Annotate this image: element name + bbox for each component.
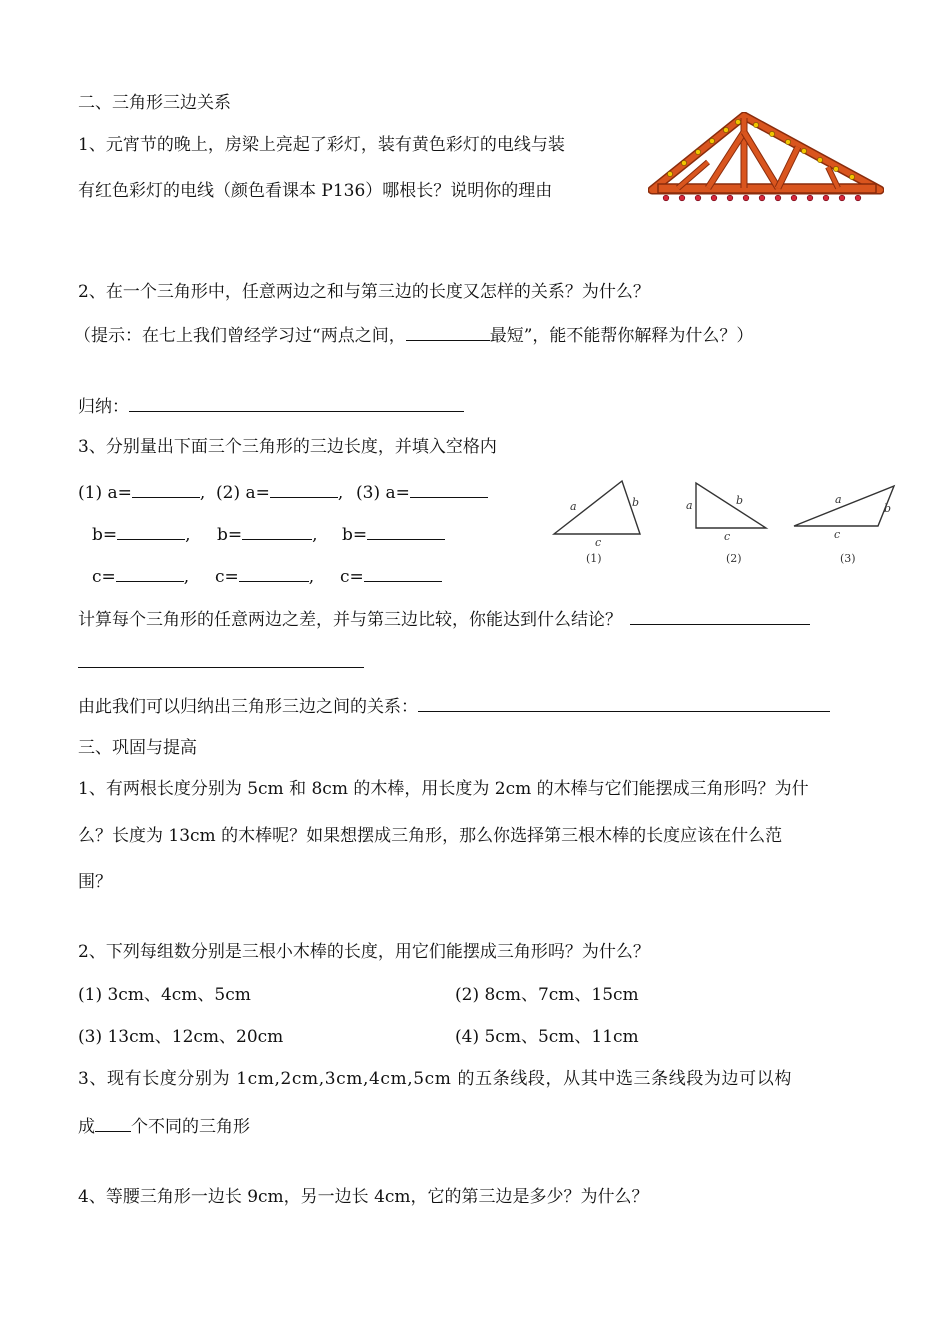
fill-r2c1-comma: , — [185, 525, 191, 545]
fill-r3c2-blank[interactable] — [239, 564, 309, 582]
section-heading-3: 三、巩固与提高 — [78, 738, 197, 758]
fill-r3c2-comma: , — [308, 567, 315, 587]
fill-r1c3 — [356, 480, 488, 504]
fill-r1c3-label: (3) a= — [356, 483, 410, 503]
diff-answer-blank-2[interactable] — [78, 650, 364, 668]
roof-truss-illustration — [648, 112, 884, 204]
fill-r2c2-comma: , — [312, 525, 318, 545]
induction-line — [78, 394, 464, 418]
fill-r3c1-label: c= — [92, 567, 116, 587]
tri3-label-b: b — [884, 502, 892, 515]
p2-option-3: (3) 13cm、12cm、20cm — [78, 1027, 284, 1047]
p3-line2-start: 成 — [78, 1117, 95, 1137]
fill-r3c3-blank[interactable] — [364, 564, 442, 582]
p2-option-2: (2) 8cm、7cm、15cm — [455, 985, 639, 1005]
section-heading-2: 二、三角形三边关系 — [78, 93, 231, 113]
tri2-caption: (2) — [726, 552, 742, 565]
fill-r1c2-blank[interactable] — [270, 480, 338, 498]
q2-line1: 2、在一个三角形中，任意两边之和与第三边的长度又怎样的关系？为什么？ — [78, 282, 650, 302]
triangle-1 — [554, 481, 640, 534]
triangle-3 — [794, 486, 894, 526]
q2-hint-blank[interactable] — [406, 323, 490, 341]
fill-r2c2 — [217, 522, 318, 546]
fill-r2c3-label: b= — [342, 525, 368, 545]
p1-line2: 么？长度为 13cm 的木棒呢？如果想摆成三角形，那么你选择第三根木棒的长度应该在什么范 — [78, 826, 783, 846]
fill-r1c1-label: (1) a= — [78, 483, 132, 503]
p3-line1: 3、现有长度分别为 1cm,2cm,3cm,4cm,5cm 的五条线段，从其中选三条线段为边可以构 — [78, 1069, 792, 1089]
diff-question: 计算每个三角形的任意两边之差，并与第三边比较，你能达到什么结论？ — [78, 610, 622, 630]
fill-r3c2-label: c= — [215, 567, 239, 587]
fill-r1c1-blank[interactable] — [132, 480, 200, 498]
fill-r2c3 — [342, 522, 445, 546]
fill-r3c3-label: c= — [340, 567, 364, 587]
triangles-figure — [548, 476, 898, 576]
fill-r2c1-label: b= — [92, 525, 118, 545]
fill-r3c1-blank[interactable] — [116, 564, 184, 582]
q1-line2: 有红色彩灯的电线（颜色看课本 P136）哪根长？说明你的理由 — [78, 181, 553, 201]
fill-r1c2 — [216, 480, 343, 504]
fill-r2c3-blank[interactable] — [367, 522, 445, 540]
tri2-label-b: b — [736, 494, 744, 507]
q3-line: 3、分别量出下面三个三角形的三边长度，并填入空格内 — [78, 437, 497, 457]
induction-label: 归纳： — [78, 397, 129, 417]
diff-answer-blank-1[interactable] — [630, 607, 810, 625]
p3-line2-end: 个不同的三角形 — [131, 1117, 250, 1137]
p2-option-1: (1) 3cm、4cm、5cm — [78, 985, 251, 1005]
fill-r1c1-comma: , — [199, 483, 206, 503]
tri2-label-a: a — [686, 499, 693, 512]
tri1-label-c: c — [595, 536, 602, 549]
fill-r1c1 — [78, 480, 205, 504]
tri1-label-b: b — [632, 496, 640, 509]
tri3-label-c: c — [834, 528, 841, 541]
q2-hint-end: 最短”，能不能帮你解释为什么？） — [489, 326, 754, 346]
fill-r3c1-comma: , — [183, 567, 190, 587]
fill-r2c1 — [92, 522, 191, 546]
triangle-2 — [696, 483, 766, 528]
fill-r2c2-label: b= — [217, 525, 243, 545]
tri2-label-c: c — [724, 530, 731, 543]
q2-hint — [74, 323, 753, 347]
q1-line1: 1、元宵节的晚上，房梁上亮起了彩灯，装有黄色彩灯的电线与装 — [78, 135, 565, 155]
fill-r3c2 — [215, 564, 314, 588]
tri3-label-a: a — [835, 493, 842, 506]
conclusion-line — [78, 694, 830, 718]
conclusion-label: 由此我们可以归纳出三角形三边之间的关系： — [78, 697, 418, 717]
p3-line2 — [78, 1114, 250, 1138]
fill-r3c1 — [92, 564, 189, 588]
induction-blank[interactable] — [129, 394, 464, 412]
tri1-label-a: a — [570, 500, 577, 513]
fill-r1c2-label: (2) a= — [216, 483, 270, 503]
fill-r1c2-comma: , — [337, 483, 344, 503]
conclusion-blank[interactable] — [418, 694, 830, 712]
diff-question-line — [78, 607, 810, 631]
p2-line1: 2、下列每组数分别是三根小木棒的长度，用它们能摆成三角形吗？为什么？ — [78, 942, 650, 962]
fill-r1c3-blank[interactable] — [410, 480, 488, 498]
fill-r2c2-blank[interactable] — [242, 522, 312, 540]
p3-count-blank[interactable] — [95, 1114, 131, 1132]
q2-hint-start: （提示：在七上我们曾经学习过“两点之间， — [74, 326, 406, 346]
p4-line1: 4、等腰三角形一边长 9cm，另一边长 4cm，它的第三边是多少？为什么？ — [78, 1187, 649, 1207]
tri1-caption: (1) — [586, 552, 602, 565]
tri3-caption: (3) — [840, 552, 856, 565]
diff-answer-line-2 — [78, 650, 364, 674]
fill-r2c1-blank[interactable] — [117, 522, 185, 540]
p2-option-4: (4) 5cm、5cm、11cm — [455, 1027, 639, 1047]
fill-r3c3 — [340, 564, 442, 588]
p1-line1: 1、有两根长度分别为 5cm 和 8cm 的木棒，用长度为 2cm 的木棒与它们能摆成三角形吗？为什 — [78, 779, 809, 799]
p1-line3: 围？ — [78, 872, 112, 892]
